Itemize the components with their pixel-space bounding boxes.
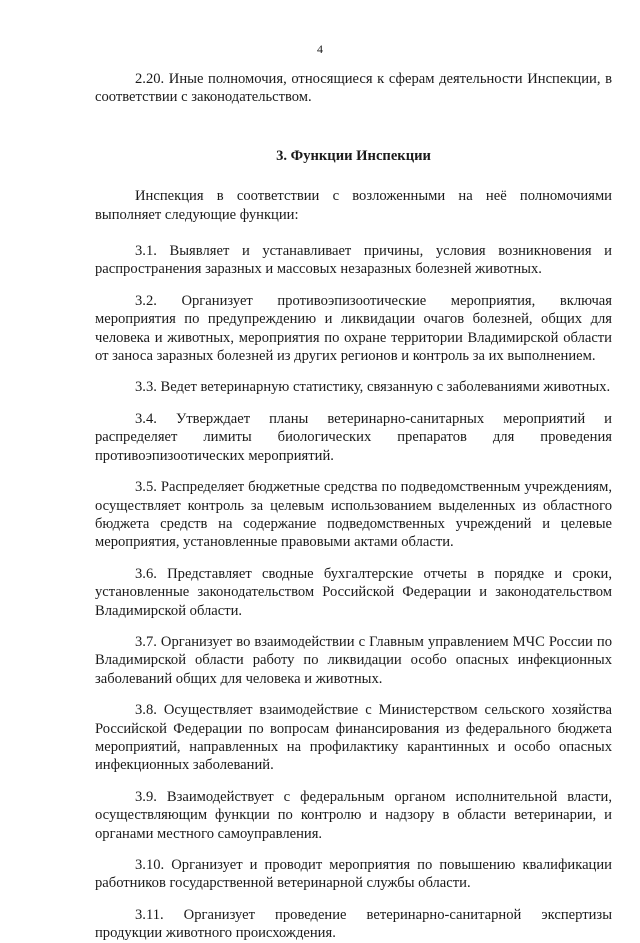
item-3-4: 3.4. Утверждает планы ветеринарно-санитарных мероприятий и распределяет лимиты биологических препаратов для проведения противоэпизоотических мероприятий.	[95, 410, 612, 464]
item-3-6: 3.6. Представляет сводные бухгалтерские отчеты в порядке и сроки, установленные законодательством Российской Федерации и законодательством Владимирской области.	[95, 565, 612, 619]
item-3-2: 3.2. Организует противоэпизоотические мероприятия, включая мероприятия по предупреждению и ликвидации очагов болезней, общих для человека и животных, мероприятия по охране территории Владимирской области от заноса заразных болезней из других регионов и контроль за их выполнением.	[95, 292, 612, 365]
item-3-8: 3.8. Осуществляет взаимодействие с Министерством сельского хозяйства Российской Федерации по вопросам финансирования из федерального бюджета мероприятий, направленных на профилактику карантинных и особо опасных инфекционных заболеваний.	[95, 702, 612, 774]
section-title: 3. Функции Инспекции	[276, 147, 431, 164]
item-3-1: 3.1. Выявляет и устанавливает причины, условия возникновения и распространения заразных и массовых незаразных болезней животных.	[95, 243, 612, 278]
item-3-10: 3.10. Организует и проводит мероприятия по повышению квалификации работников государственной ветеринарной службы области.	[95, 857, 612, 892]
section-intro: Инспекция в соответствии с возложенными на неё полномочиями выполняет следующие функции:	[95, 188, 612, 223]
document-body	[95, 70, 612, 943]
item-3-7: 3.7. Организует во взаимодействии с Главным управлением МЧС России по Владимирской области работу по ликвидации особо опасных инфекционных заболеваний общих для человека и животных.	[95, 633, 612, 687]
item-3-9: 3.9. Взаимодействует с федеральным органом исполнительной власти, осуществляющим функции по контролю и надзору в области ветеринарии, и органами местного самоуправления.	[95, 788, 612, 842]
item-2-20: 2.20. Иные полномочия, относящиеся к сферам деятельности Инспекции, в соответствии с законодательством.	[95, 71, 612, 106]
page-number: 4	[317, 42, 323, 56]
item-3-11: 3.11. Организует проведение ветеринарно-санитарной экспертизы продукции животного происхождения.	[95, 906, 612, 942]
item-3-3: 3.3. Ведет ветеринарную статистику, связанную с заболеваниями животных.	[135, 379, 611, 396]
item-3-5: 3.5. Распределяет бюджетные средства по подведомственным учреждениям, осуществляет контроль за целевым использованием выделенных из областного бюджета средств на содержание подведомственных учреждений и целевые мероприятия, установленные правовыми актами области.	[95, 479, 612, 551]
